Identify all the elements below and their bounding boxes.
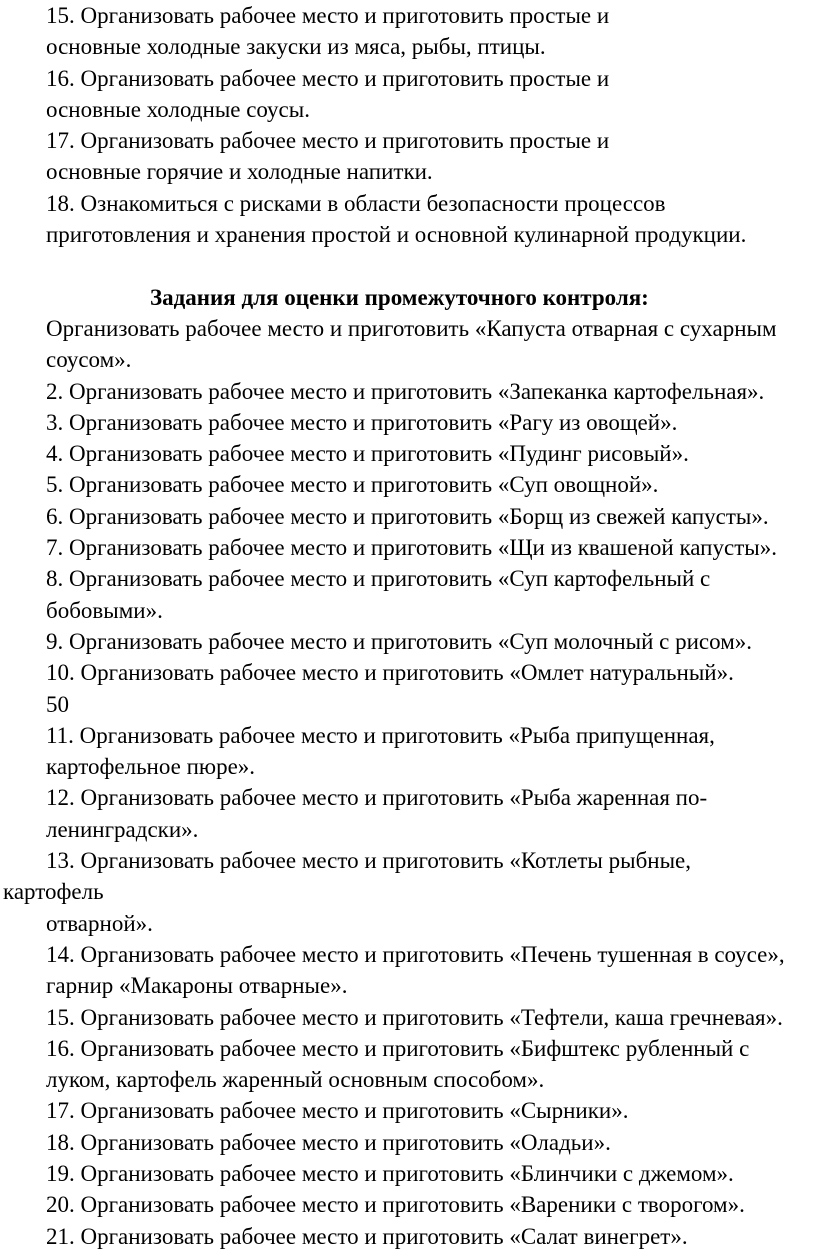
page-number: 50 — [46, 691, 69, 717]
task-line: 12. Организовать рабочее место и приготовить «Рыба жаренная по- — [46, 785, 708, 811]
blank-line — [0, 250, 816, 281]
task-line: ленинградски». — [46, 816, 199, 842]
task-line: 3. Организовать рабочее место и приготовить «Рагу из овощей». — [46, 409, 678, 435]
task-line: картофельное пюре». — [46, 754, 256, 780]
task-line: 15. Организовать рабочее место и приготовить «Тефтели, каша гречневая». — [46, 1004, 783, 1030]
text-line: приготовления и хранения простой и основной кулинарной продукции. — [46, 222, 747, 248]
task-line: 13. Организовать рабочее место и приготовить «Котлеты рыбные, — [46, 848, 691, 874]
task-line: 18. Организовать рабочее место и приготовить «Оладьи». — [46, 1129, 611, 1155]
text-line: 18. Ознакомиться с рисками в области безопасности процессов — [46, 190, 666, 216]
task-line: 6. Организовать рабочее место и приготовить «Борщ из свежей капусты». — [46, 503, 769, 529]
task-line: 11. Организовать рабочее место и приготовить «Рыба припущенная, — [46, 722, 715, 748]
text-line: основные холодные соусы. — [46, 96, 310, 122]
task-line: 20. Организовать рабочее место и приготовить «Вареники с творогом». — [46, 1192, 745, 1218]
text-line: основные холодные закуски из мяса, рыбы, птицы. — [46, 34, 546, 60]
task-line: луком, картофель жаренный основным способом». — [46, 1067, 545, 1093]
task-line: соусом». — [46, 347, 132, 373]
task-line: 17. Организовать рабочее место и приготовить «Сырники». — [46, 1098, 629, 1124]
task-line: 2. Организовать рабочее место и приготовить «Запеканка картофельная». — [46, 378, 765, 404]
text-line: основные горячие и холодные напитки. — [46, 159, 433, 185]
task-line: 5. Организовать рабочее место и приготовить «Суп овощной». — [46, 472, 659, 498]
task-line: бобовыми». — [46, 597, 163, 623]
task-line-flush: картофель — [3, 879, 104, 905]
task-line: 10. Организовать рабочее место и приготовить «Омлет натуральный». — [46, 660, 734, 686]
task-line: 21. Организовать рабочее место и приготовить «Салат винегрет». — [46, 1223, 688, 1249]
task-line: 8. Организовать рабочее место и приготовить «Суп картофельный с — [46, 566, 711, 592]
task-line: Организовать рабочее место и приготовить «Капуста отварная с сухарным — [46, 315, 777, 341]
task-line: отварной». — [46, 910, 153, 936]
text-line: 15. Организовать рабочее место и приготовить простые и — [46, 3, 610, 28]
text-line: 17. Организовать рабочее место и приготовить простые и — [46, 128, 610, 154]
task-line: 7. Организовать рабочее место и приготовить «Щи из квашеной капусты». — [46, 535, 777, 561]
task-line: 9. Организовать рабочее место и приготовить «Суп молочный с рисом». — [46, 628, 753, 654]
task-line: 14. Организовать рабочее место и приготовить «Печень тушенная в соусе», — [46, 941, 785, 967]
text-line: 16. Организовать рабочее место и приготовить простые и — [46, 65, 610, 91]
task-line: 4. Организовать рабочее место и приготовить «Пудинг рисовый». — [46, 441, 689, 467]
task-line: гарнир «Макароны отварные». — [46, 973, 348, 999]
task-line: 19. Организовать рабочее место и приготовить «Блинчики с джемом». — [46, 1160, 734, 1186]
task-line: 16. Организовать рабочее место и приготовить «Бифштекс рубленный с — [46, 1035, 750, 1061]
section-heading: Задания для оценки промежуточного контроля: — [150, 284, 649, 310]
